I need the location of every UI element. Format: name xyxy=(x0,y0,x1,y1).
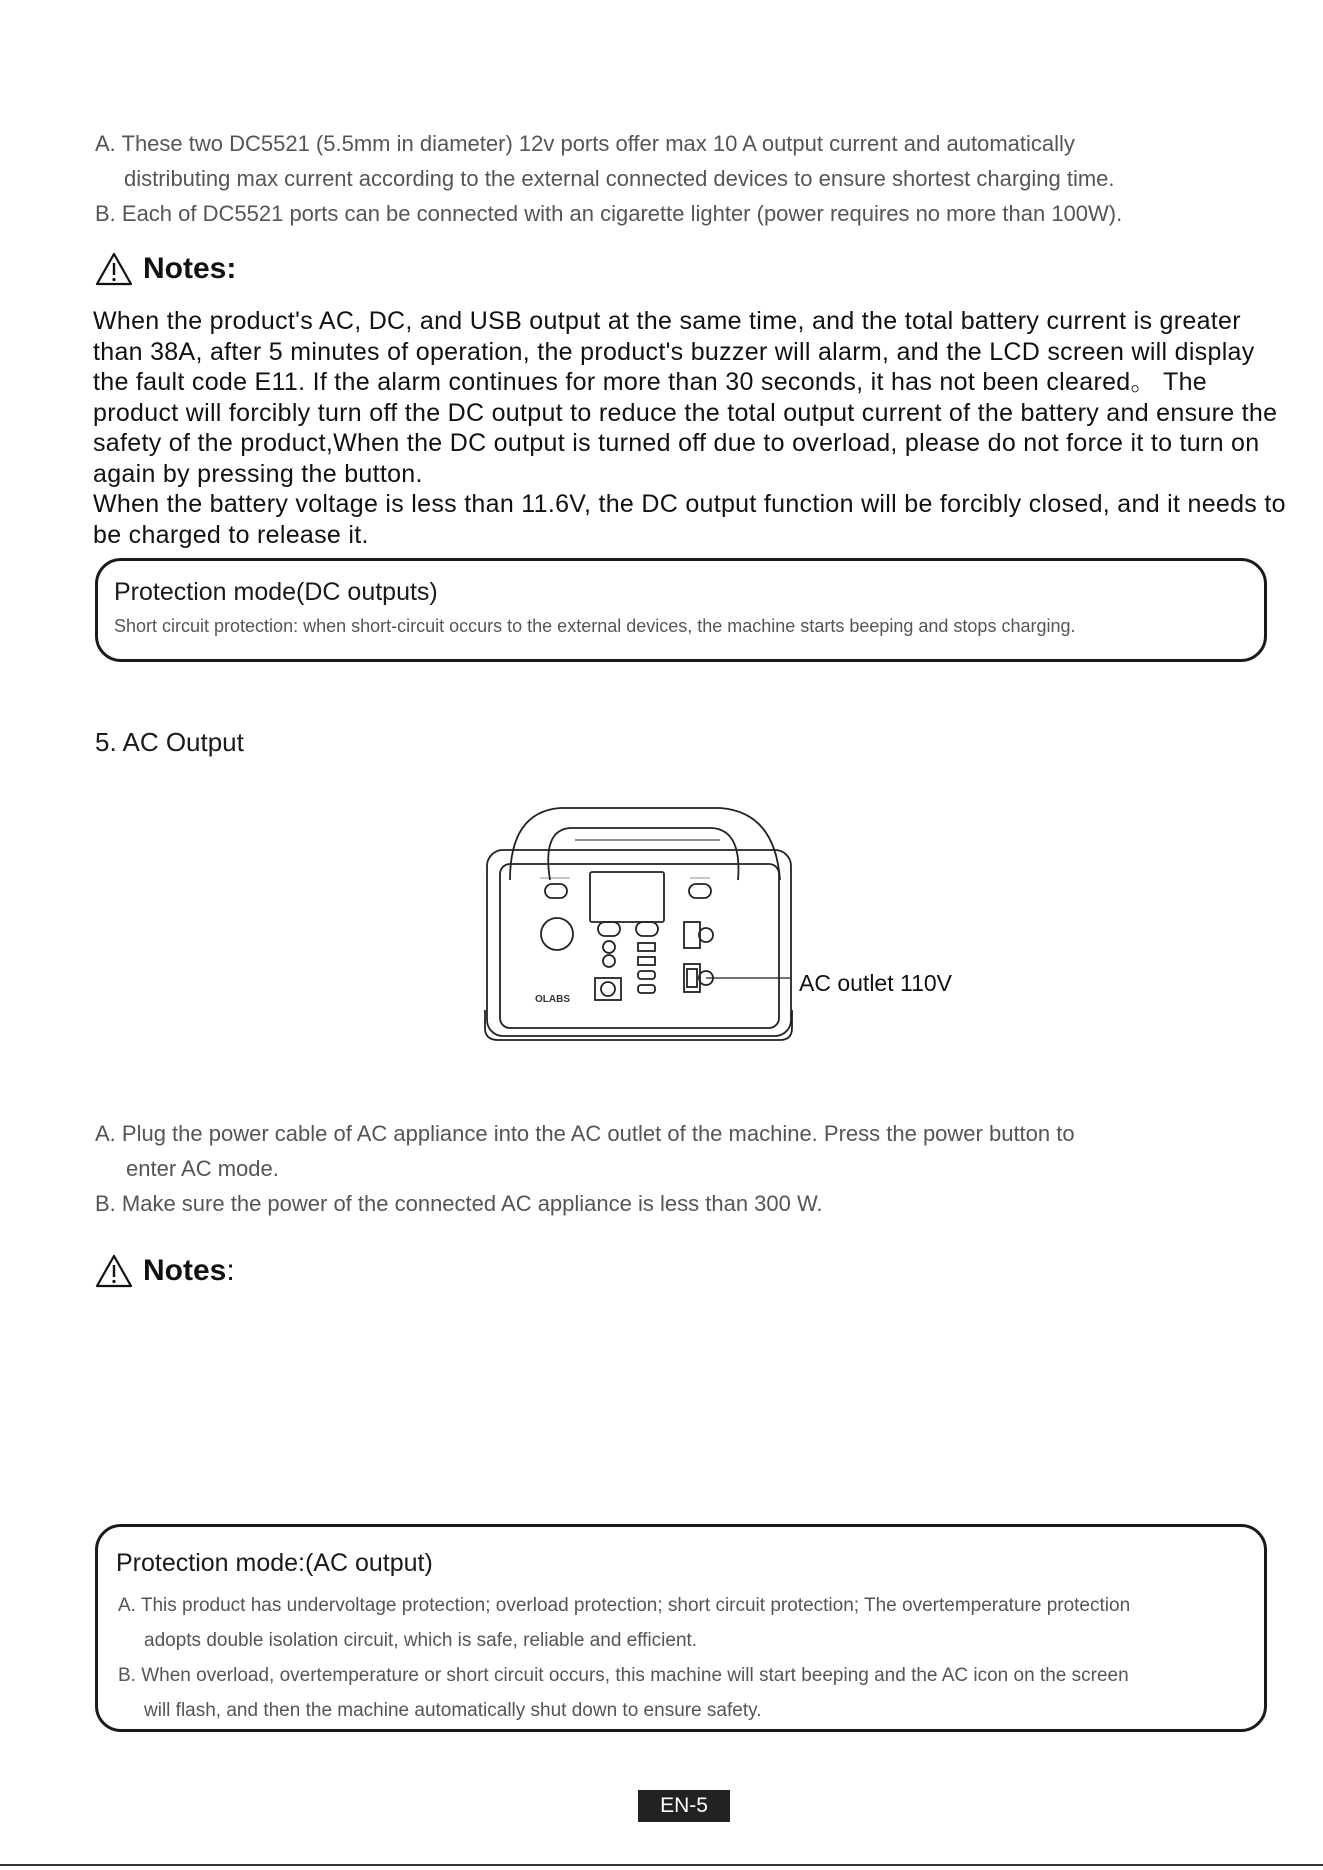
notes-paragraph-overload: When the product's AC, DC, and USB output at the same time, and the total battery current is greater than 38A, after 5 minutes of operation, the product's buzzer will alarm, and the LCD screen will display the fault code E11. If the alarm continues for more than 30 seconds, it has not been cleared。 The product will forcibly turn off the DC output to reduce the total output current of the battery and ensure the safety of the product,When the DC output is turned off due to overload, please do not force it to turn on again by pressing the button. xyxy=(93,307,1278,488)
dc-port-b-line: B. Each of DC5521 ports can be connected with an cigarette lighter (power requires no more than 100W). xyxy=(95,201,1123,226)
ac-step-b-line: B. Make sure the power of the connected AC appliance is less than 300 W. xyxy=(95,1191,823,1216)
protection-ac-a-line1: A. This product has undervoltage protection; overload protection; short circuit protection; The overtemperature protection xyxy=(118,1595,1131,1616)
notes-title-2-text: Notes xyxy=(143,1254,227,1287)
dc-port-a-line1: A. These two DC5521 (5.5mm in diameter) 12v ports offer max 10 A output current and automatically xyxy=(95,131,1075,156)
protection-ac-box xyxy=(95,1524,1267,1732)
section-title: 5. AC Output xyxy=(95,727,244,757)
power-station-illustration xyxy=(480,800,900,1050)
notes-heading-2 xyxy=(95,1254,235,1288)
bottom-rule xyxy=(0,1864,1323,1866)
ac-step-a-line1: A. Plug the power cable of AC appliance into the AC outlet of the machine. Press the power button to xyxy=(95,1121,1075,1146)
protection-ac-b-line2: will flash, and then the machine automatically shut down to ensure safety. xyxy=(144,1700,762,1721)
protection-dc-text: Short circuit protection: when short-circuit occurs to the external devices, the machine starts beeping and stops charging. xyxy=(114,616,1076,636)
warning-icon xyxy=(95,252,133,286)
notes-heading xyxy=(95,252,236,286)
ac-step-a-line2: enter AC mode. xyxy=(126,1156,279,1181)
dc-port-a-line2: distributing max current according to the external connected devices to ensure shortest charging time. xyxy=(124,166,1115,191)
warning-icon xyxy=(95,1254,133,1288)
protection-ac-a-line2: adopts double isolation circuit, which is safe, reliable and efficient. xyxy=(144,1630,698,1651)
protection-dc-title: Protection mode(DC outputs) xyxy=(114,578,438,606)
notes-title: Notes: xyxy=(143,252,237,285)
protection-ac-title: Protection mode:(AC output) xyxy=(116,1549,433,1577)
notes-title-2-colon: : xyxy=(226,1254,235,1287)
protection-dc-box xyxy=(95,558,1267,662)
ac-outlet-callout: AC outlet 110V xyxy=(799,970,953,996)
notes-body xyxy=(93,306,1293,550)
page-number: EN-5 xyxy=(638,1790,730,1822)
notes-title-2 xyxy=(143,1254,235,1288)
notes-paragraph-voltage: When the battery voltage is less than 11.6V, the DC output function will be forcibly closed, and it needs to be charged to release it. xyxy=(93,490,1286,549)
protection-ac-b-line1: B. When overload, overtemperature or short circuit occurs, this machine will start beeping and the AC icon on the screen xyxy=(118,1665,1129,1686)
brand-logo-text: OLABS xyxy=(535,994,570,1005)
